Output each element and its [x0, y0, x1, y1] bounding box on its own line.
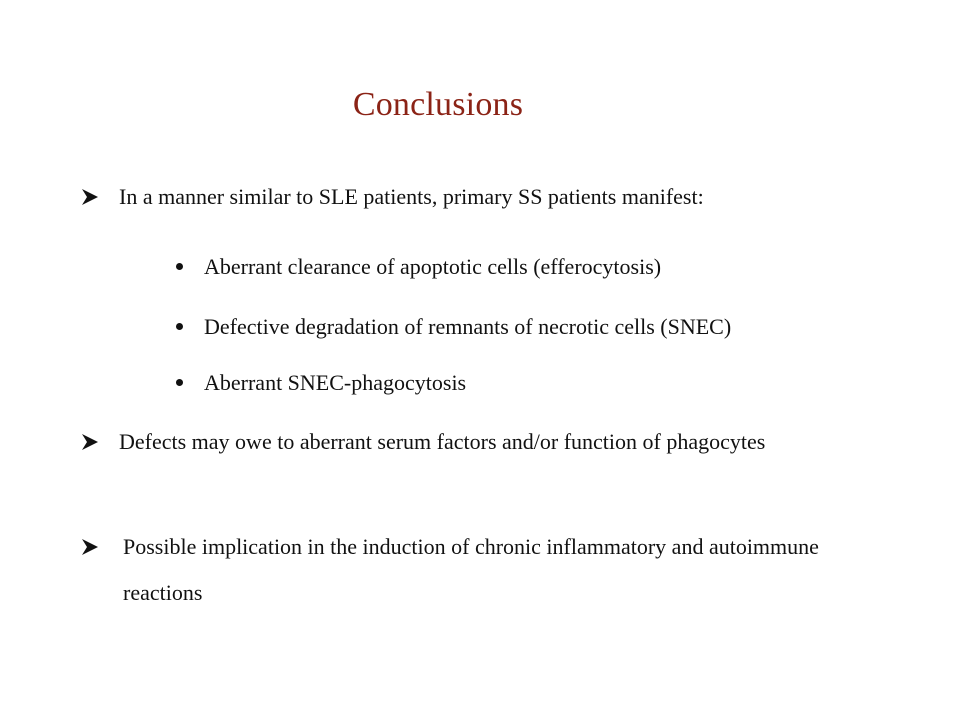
- bullet-text: In a manner similar to SLE patients, primary SS patients manifest:: [119, 184, 704, 209]
- arrow-bullet-icon: [80, 187, 100, 207]
- dot-bullet-icon: [176, 263, 183, 270]
- sub-bullet-text: Defective degradation of remnants of necrotic cells (SNEC): [204, 314, 732, 339]
- sub-bullet-text: Aberrant SNEC-phagocytosis: [204, 370, 467, 395]
- bullet-text: Possible implication in the induction of chronic inflammatory and autoimmune reactions: [123, 534, 819, 605]
- arrow-bullet-icon: [80, 432, 100, 452]
- dot-bullet-icon: [176, 379, 183, 386]
- sub-bullet-text: Aberrant clearance of apoptotic cells (efferocytosis): [204, 254, 662, 279]
- bullet-text: Defects may owe to aberrant serum factors and/or function of phagocytes: [119, 429, 766, 454]
- slide-title: Conclusions: [352, 86, 524, 123]
- dot-bullet-icon: [176, 323, 183, 330]
- arrow-bullet-icon: [80, 537, 100, 557]
